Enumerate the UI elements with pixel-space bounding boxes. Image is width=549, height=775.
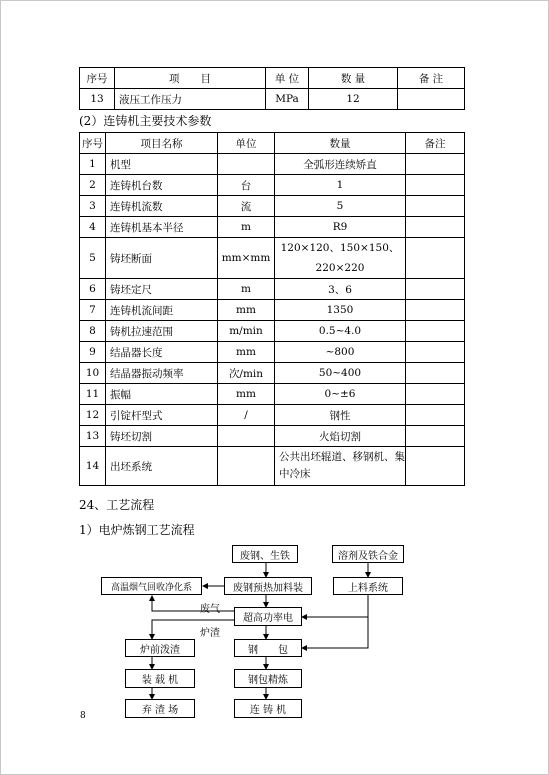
table-cell: 0~±6 bbox=[275, 384, 406, 405]
table-cell: 1 bbox=[80, 154, 106, 175]
table-cell: 2 bbox=[80, 175, 106, 196]
ladle-refining-box: 钢包精炼 bbox=[234, 669, 302, 688]
table-cell: 铸机拉速范围 bbox=[106, 321, 218, 342]
header-cell: 项 目 bbox=[115, 68, 266, 89]
table-cell: 机型 bbox=[106, 154, 218, 175]
table-cell: ~800 bbox=[275, 342, 406, 363]
slag-label: 炉渣 bbox=[200, 628, 220, 639]
table-cell: 连铸机台数 bbox=[106, 175, 218, 196]
header-cell: 序号 bbox=[80, 68, 115, 89]
table-cell: 钢性 bbox=[275, 405, 406, 426]
table-cell: 结晶器长度 bbox=[106, 342, 218, 363]
table-cell: 公共出坯辊道、移钢机、集中冷床 bbox=[275, 447, 406, 486]
arrow-feeding-to-furnace bbox=[302, 594, 368, 617]
table-cell: 8 bbox=[80, 321, 106, 342]
slag-treatment-box: 炉前泼渣 bbox=[125, 639, 195, 657]
loader-box: 装 载 机 bbox=[125, 669, 195, 688]
table-cell: 5 bbox=[275, 196, 406, 217]
table-cell: 液压工作压力 bbox=[115, 89, 266, 110]
waste-gas-label: 废气 bbox=[200, 604, 220, 615]
header-cell: 单位 bbox=[218, 133, 275, 154]
table-cell: m bbox=[218, 279, 275, 300]
caster-box: 连 铸 机 bbox=[234, 699, 302, 718]
table-cell: 13 bbox=[80, 89, 115, 110]
table-cell: 铸坯断面 bbox=[106, 238, 218, 279]
flux-alloy-box: 溶剂及铁合金 bbox=[332, 545, 404, 563]
arrow-slag bbox=[152, 620, 234, 639]
section-caption: (2）连铸机主要技术参数 bbox=[79, 114, 212, 128]
subsection-heading: 1）电炉炼钢工艺流程 bbox=[79, 523, 195, 537]
table-cell: 全弧形连续矫直 bbox=[275, 154, 406, 175]
table-cell: 1350 bbox=[275, 300, 406, 321]
table-cell: MPa bbox=[266, 89, 309, 110]
table-cell: 0.5~4.0 bbox=[275, 321, 406, 342]
header-cell: 单 位 bbox=[266, 68, 309, 89]
table-cell: mm bbox=[218, 342, 275, 363]
arrow-feeding-to-ladle bbox=[302, 617, 368, 648]
table-cell: 3、6 bbox=[275, 279, 406, 300]
table-cell: 台 bbox=[218, 175, 275, 196]
table-cell: 12 bbox=[309, 89, 398, 110]
table-cell: 流 bbox=[218, 196, 275, 217]
header-cell: 序号 bbox=[80, 133, 106, 154]
table-cell: / bbox=[218, 405, 275, 426]
scrap-iron-box: 废钢、生铁 bbox=[232, 545, 298, 563]
table-cell: 连铸机基本半径 bbox=[106, 217, 218, 238]
gas-cleaning-box: 高温烟气回收净化系 bbox=[101, 577, 202, 595]
table-cell: 50~400 bbox=[275, 363, 406, 384]
table-cell: 7 bbox=[80, 300, 106, 321]
table-cell: 结晶器振动频率 bbox=[106, 363, 218, 384]
table-cell: m bbox=[218, 217, 275, 238]
table-cell: 出坯系统 bbox=[106, 447, 218, 486]
table-cell: R9 bbox=[275, 217, 406, 238]
table-cell: 铸坯切割 bbox=[106, 426, 218, 447]
table-cell: mm bbox=[218, 300, 275, 321]
slag-yard-box: 弃 渣 场 bbox=[125, 699, 195, 718]
table-cell: 振幅 bbox=[106, 384, 218, 405]
section-heading: 24、工艺流程 bbox=[79, 498, 155, 512]
table-cell: 120×120、150×150、220×220 bbox=[275, 238, 406, 279]
table-cell: 13 bbox=[80, 426, 106, 447]
table-cell: mm bbox=[218, 384, 275, 405]
table-cell: 4 bbox=[80, 217, 106, 238]
table-cell: 1 bbox=[275, 175, 406, 196]
table-cell: 10 bbox=[80, 363, 106, 384]
table-cell: 连铸机流间距 bbox=[106, 300, 218, 321]
header-cell: 备注 bbox=[406, 133, 465, 154]
table-cell: 9 bbox=[80, 342, 106, 363]
uhp-furnace-box: 超高功率电 bbox=[234, 607, 302, 626]
table-cell: 12 bbox=[80, 405, 106, 426]
table-cell: 引锭杆型式 bbox=[106, 405, 218, 426]
table-cell: mm×mm bbox=[218, 238, 275, 279]
header-cell: 数 量 bbox=[309, 68, 398, 89]
arrow-waste-gas bbox=[152, 596, 234, 611]
table-cell: 5 bbox=[80, 238, 106, 279]
header-cell: 备 注 bbox=[398, 68, 465, 89]
table-cell: 连铸机流数 bbox=[106, 196, 218, 217]
ladle-box: 钢 包 bbox=[234, 639, 302, 657]
header-cell: 数量 bbox=[275, 133, 406, 154]
scrap-preheat-box: 废钢预热加料装 bbox=[224, 577, 312, 595]
table-cell: 11 bbox=[80, 384, 106, 405]
table-cell: 次/min bbox=[218, 363, 275, 384]
table-cell: 3 bbox=[80, 196, 106, 217]
table-cell: 火焰切割 bbox=[275, 426, 406, 447]
table-cell: 14 bbox=[80, 447, 106, 486]
feeding-system-box: 上料系统 bbox=[333, 577, 403, 595]
header-cell: 项目名称 bbox=[106, 133, 218, 154]
table-cell: 铸坯定尺 bbox=[106, 279, 218, 300]
table-cell: 6 bbox=[80, 279, 106, 300]
page-number: 8 bbox=[80, 711, 86, 721]
table-cell: m/min bbox=[218, 321, 275, 342]
